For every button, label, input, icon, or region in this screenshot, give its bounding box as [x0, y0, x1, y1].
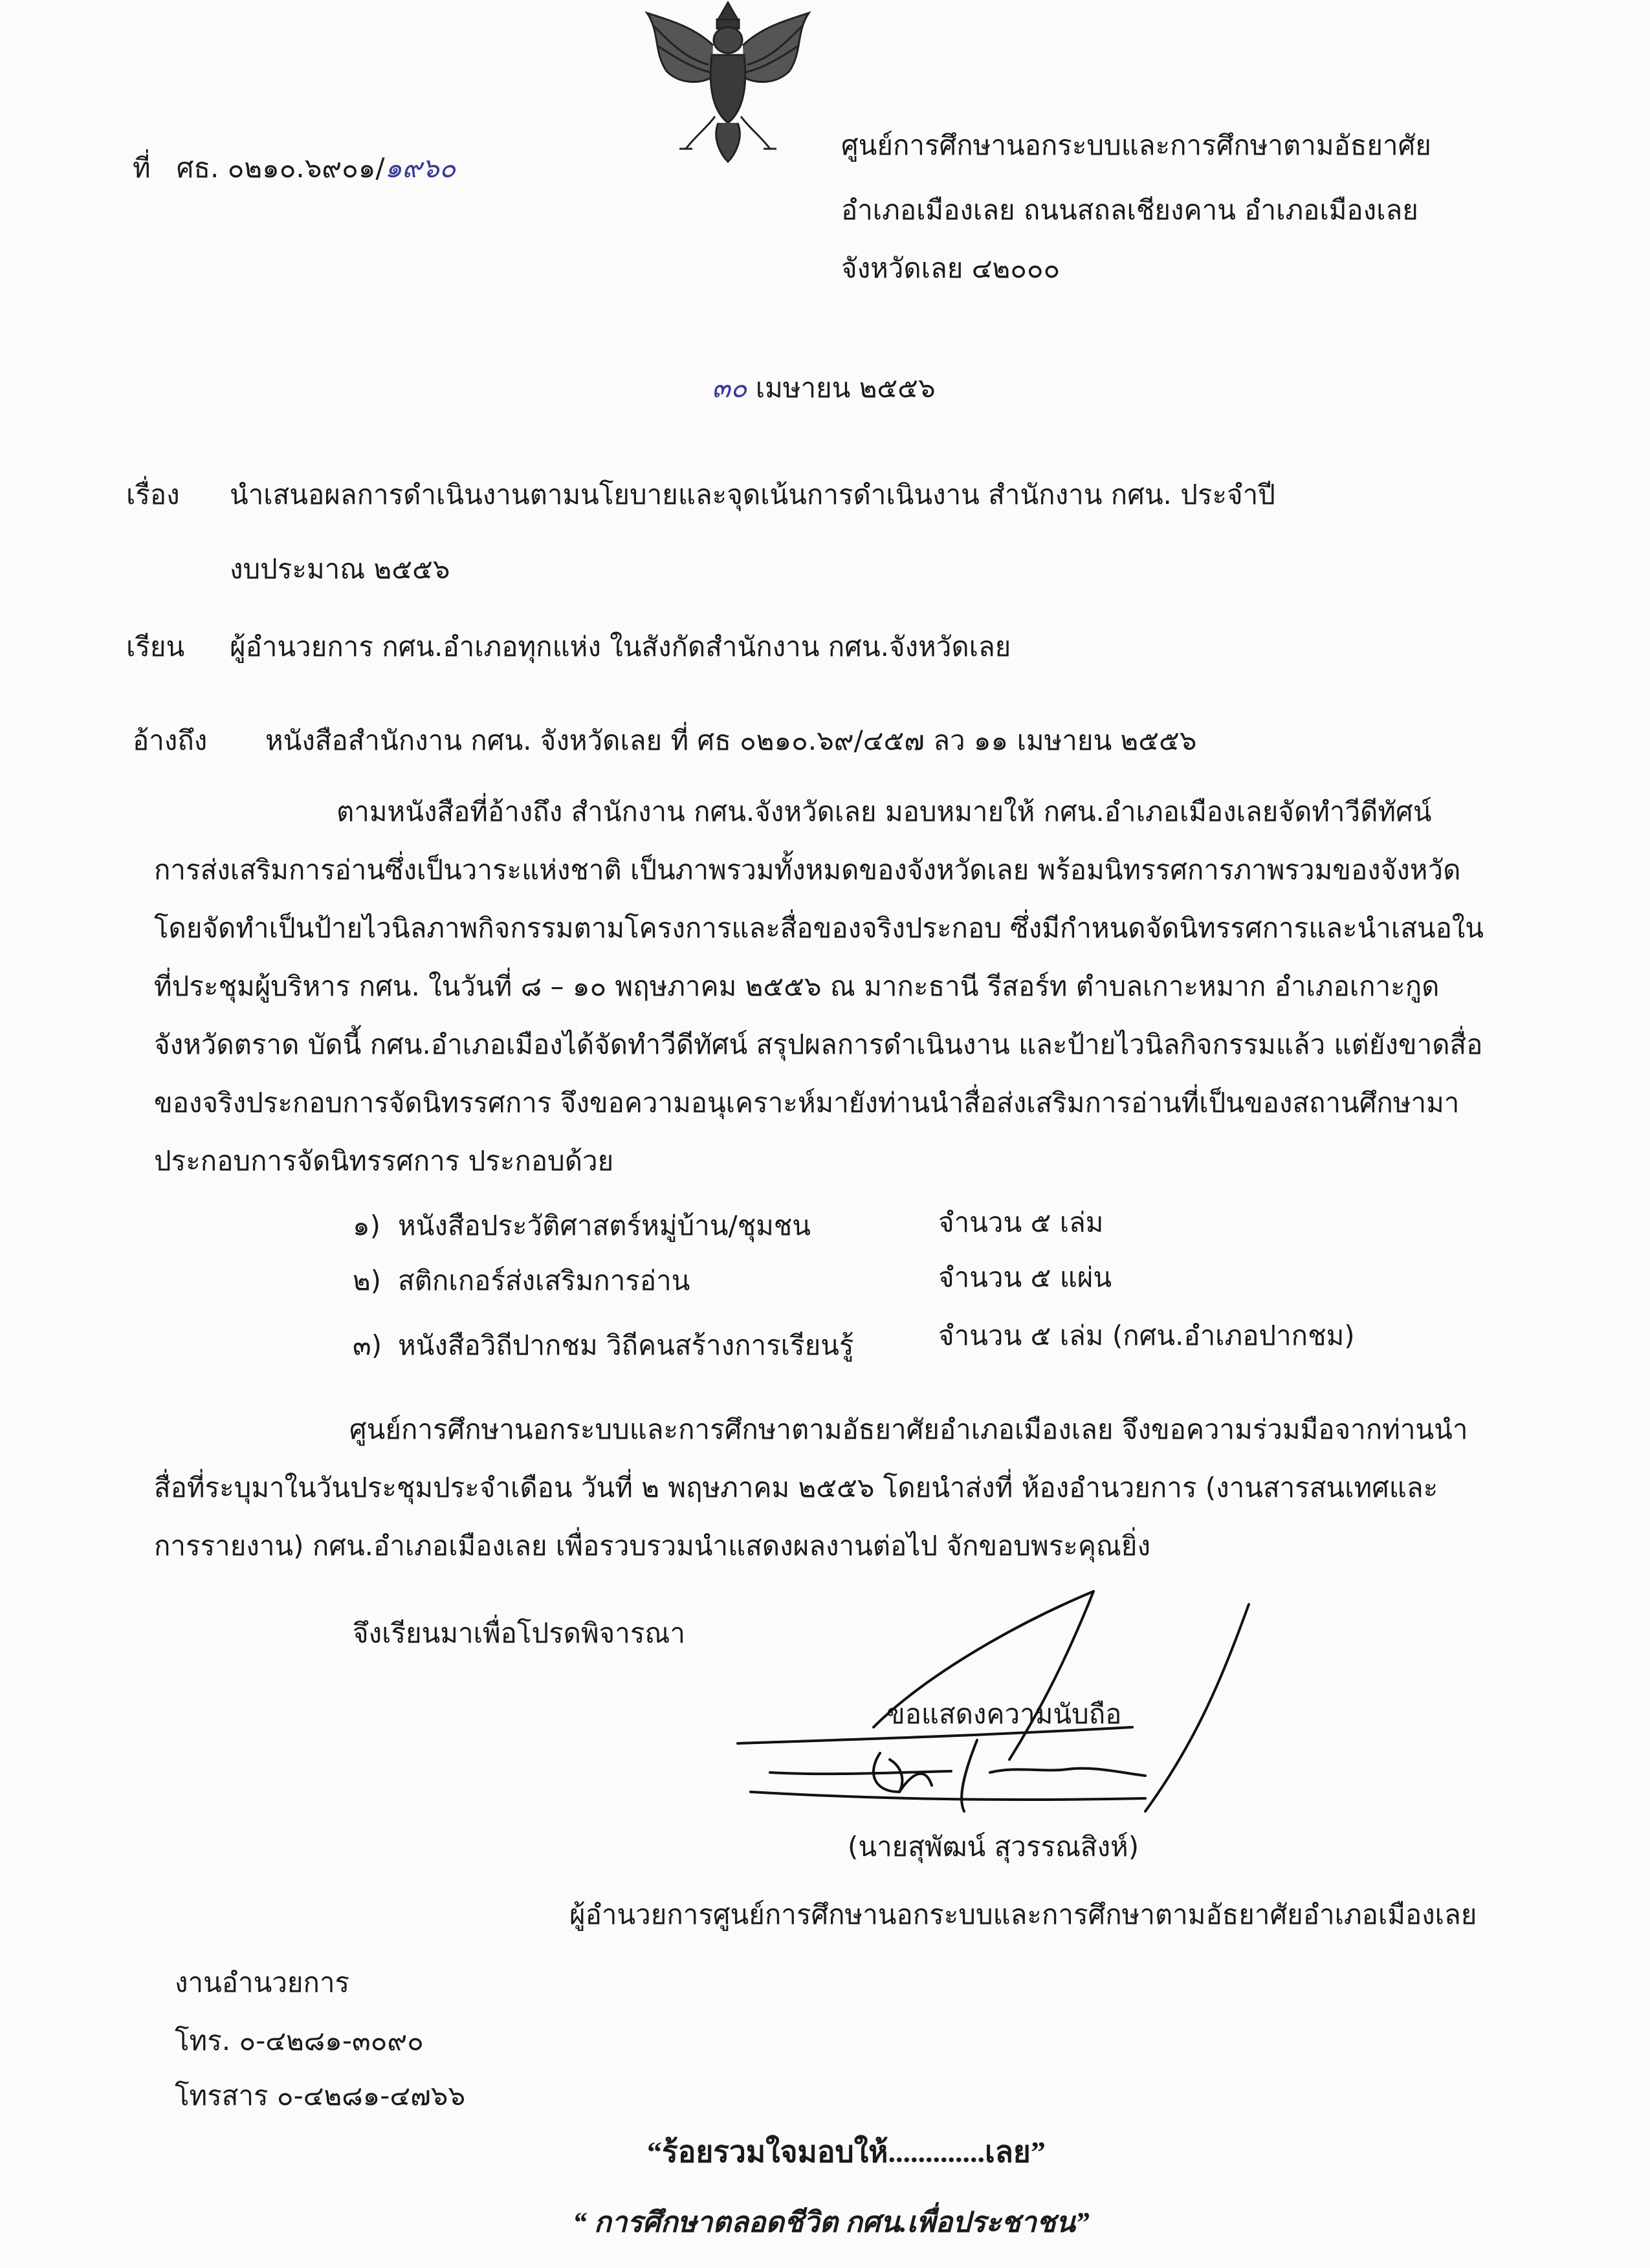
para1-line-2: การส่งเสริมการอ่านซึ่งเป็นวาระแห่งชาติ เป็นภาพรวมทั้งหมดของจังหวัดเลย พร้อมนิทรรศการภาพรวมของจังหวัด	[154, 854, 1461, 886]
ref-number: ศธ. ๐๒๑๐.๖๙๐๑/	[176, 152, 385, 184]
ref-handwritten: ๑๙๖๐	[384, 152, 456, 184]
para2-line-2: สื่อที่ระบุมาในวันประชุมประจำเดือน วันที่ ๒ พฤษภาคม ๒๕๕๖ โดยนำส่งที่ ห้องอำนวยการ (งานสารสนเทศและ	[154, 1472, 1438, 1503]
ref-line	[133, 152, 456, 184]
org-line-3: จังหวัดเลย ๔๒๐๐๐	[841, 252, 1061, 284]
contact-fax: โทรสาร ๐-๔๒๘๑-๔๗๖๖	[175, 2080, 466, 2111]
letter-date	[712, 372, 936, 404]
handwritten-signature	[731, 1578, 1255, 1857]
regards-text: ขอแสดงความนับถือ	[886, 1698, 1122, 1730]
list-item-3-num: ๓)	[353, 1329, 382, 1361]
para1-line-5: จังหวัดตราด บัดนี้ กศน.อำเภอเมืองได้จัดทำวีดีทัศน์ สรุปผลการดำเนินงาน และป้ายไวนิลกิจกรรมแล้ว แต่ยังขาดสื่อ	[154, 1029, 1483, 1060]
subject-line-1: นำเสนอผลการดำเนินงานตามนโยบายและจุดเน้นการดำเนินงาน สำนักงาน กศน. ประจำปี	[230, 479, 1275, 510]
list-item-2-qty: จำนวน ๕ แผ่น	[938, 1261, 1112, 1293]
para1-line-3: โดยจัดทำเป็นป้ายไวนิลภาพกิจกรรมตามโครงการและสื่อของจริงประกอบ ซึ่งมีกำหนดจัดนิทรรศการและนำเสนอใน	[154, 912, 1484, 944]
list-item-3-qty: จำนวน ๕ เล่ม (กศน.อำเภอปากชม)	[938, 1320, 1355, 1351]
subject-label: เรื่อง	[126, 479, 180, 510]
signer-position: ผู้อำนวยการศูนย์การศึกษานอกระบบและการศึกษาตามอัธยาศัยอำเภอเมืองเลย	[569, 1899, 1477, 1930]
ref-label: ที่	[133, 152, 151, 184]
footer-slogan-2: “ การศึกษาตลอดชีวิต กศน.เพื่อประชาชน”	[573, 2207, 1090, 2238]
para1-line-6: ของจริงประกอบการจัดนิทรรศการ จึงขอความอนุเคราะห์มายังท่านนำสื่อส่งเสริมการอ่านที่เป็นของสถานศึกษามา	[154, 1087, 1460, 1118]
to-label: เรียน	[126, 631, 185, 662]
reference-text: หนังสือสำนักงาน กศน. จังหวัดเลย ที่ ศธ ๐๒๑๐.๖๙/๔๕๗ ลว ๑๑ เมษายน ๒๕๕๖	[265, 725, 1197, 756]
list-item-1-num: ๑)	[353, 1210, 381, 1241]
date-day: ๓๐	[712, 372, 747, 404]
contact-dept: งานอำนวยการ	[175, 1967, 350, 1998]
para2-line-3: การรายงาน) กศน.อำเภอเมืองเลย เพื่อรวบรวมนำแสดงผลงานต่อไป จักขอบพระคุณยิ่ง	[154, 1530, 1150, 1562]
subject-line-2: งบประมาณ ๒๕๕๖	[230, 553, 450, 585]
list-item-1-name: หนังสือประวัติศาสตร์หมู่บ้าน/ชุมชน	[398, 1210, 811, 1241]
to-text: ผู้อำนวยการ กศน.อำเภอทุกแห่ง ในสังกัดสำนักงาน กศน.จังหวัดเลย	[230, 631, 1011, 662]
footer-slogan-1: “ร้อยรวมใจมอบให้.............เลย”	[647, 2135, 1046, 2168]
contact-phone: โทร. ๐-๔๒๘๑-๓๐๙๐	[175, 2025, 424, 2056]
list-item-2-name: สติกเกอร์ส่งเสริมการอ่าน	[398, 1265, 690, 1296]
reference-label: อ้างถึง	[133, 725, 208, 756]
list-item-3-name: หนังสือวิถีปากชม วิถีคนสร้างการเรียนรู้	[398, 1329, 854, 1361]
list-item-2-num: ๒)	[353, 1265, 382, 1296]
para1-line-1: ตามหนังสือที่อ้างถึง สำนักงาน กศน.จังหวัดเลย มอบหมายให้ กศน.อำเภอเมืองเลยจัดทำวีดีทัศน์	[336, 796, 1432, 827]
para1-line-4: ที่ประชุมผู้บริหาร กศน. ในวันที่ ๘ – ๑๐ พฤษภาคม ๒๕๕๖ ณ มากะธานี รีสอร์ท ตำบลเกาะหมาก อำเภอเกาะกูด	[154, 970, 1440, 1002]
closing-request: จึงเรียนมาเพื่อโปรดพิจารณา	[353, 1617, 685, 1649]
org-line-1: ศูนย์การศึกษานอกระบบและการศึกษาตามอัธยาศัย	[841, 129, 1431, 161]
list-item-1-qty: จำนวน ๕ เล่ม	[938, 1206, 1104, 1238]
garuda-emblem	[641, 0, 815, 165]
para2-line-1: ศูนย์การศึกษานอกระบบและการศึกษาตามอัธยาศัยอำเภอเมืองเลย จึงขอความร่วมมือจากท่านนำ	[349, 1413, 1468, 1445]
org-line-2: อำเภอเมืองเลย ถนนสถลเชียงคาน อำเภอเมืองเลย	[841, 194, 1418, 226]
date-month-year: เมษายน ๒๕๕๖	[755, 372, 936, 404]
para1-line-7: ประกอบการจัดนิทรรศการ ประกอบด้วย	[154, 1145, 614, 1177]
signer-name: (นายสุพัฒน์ สุวรรณสิงห์)	[848, 1831, 1139, 1862]
